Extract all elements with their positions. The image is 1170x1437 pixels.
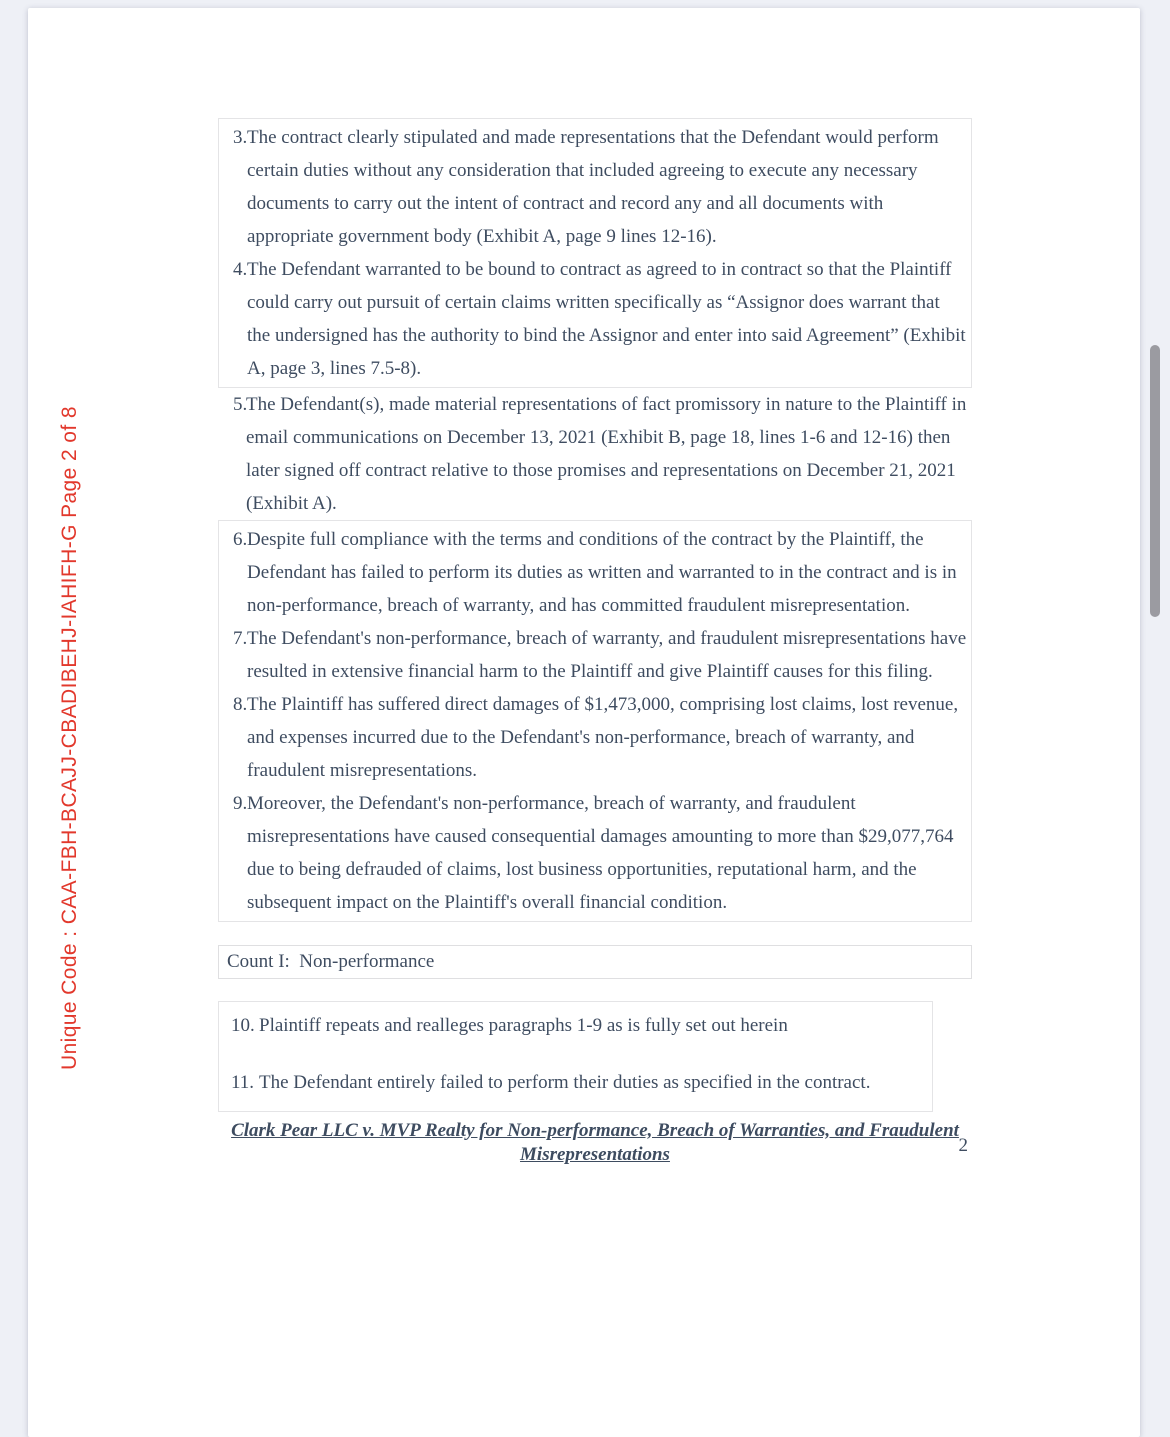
paragraph-number: 10. [231, 1015, 255, 1036]
paragraph-text: The Defendant warranted to be bound to contract as agreed to in contract so that the Plaintiff could carry out pursuit of certain claims written specifically as “Assignor does warrant that the undersigned has the authority to bind the Assignor and enter into said Agreement” (Exhibit A, page 3, lines 7.5-8). [247, 259, 966, 379]
paragraph-text: The Defendant(s), made material representations of fact promissory in nature to the Plaintiff in email communications on December 13, 2021 (Exhibit B, page 18, lines 1-6 and 12-16) then later signed off contract relative to those promises and representations on December 21, 2021 (Exhibit A). [246, 394, 967, 514]
form-field-box-paragraphs-10-11 [218, 1001, 933, 1112]
paragraph-text: The contract clearly stipulated and made representations that the Defendant would perform certain duties without any consideration that included agreeing to execute any necessary documents to carry out the intent of contract and record any and all documents with appropriate government body (Exhibit A, page 9 lines 12-16). [247, 127, 939, 247]
paragraph-number: 3. [233, 127, 248, 148]
paragraph-text: The Plaintiff has suffered direct damages of $1,473,000, comprising lost claims, lost revenue, and expenses incurred due to the Defendant's non-performance, breach of warranty, and fraudulent misrepresentations. [247, 694, 959, 781]
numbered-paragraph-11 [225, 1066, 926, 1099]
paragraph-text: Despite full compliance with the terms and conditions of the contract by the Plaintiff, the Defendant has failed to perform its duties as written and warranted to in the contract and is in non-performance, breach of warranty, and has committed fraudulent misrepresentation. [247, 529, 957, 616]
paragraph-number: 4. [233, 259, 248, 280]
paragraph-text: The Defendant entirely failed to perform their duties as specified in the contract. [259, 1072, 871, 1093]
numbered-paragraph-10 [225, 1009, 926, 1042]
paragraph-text: Moreover, the Defendant's non-performance, breach of warranty, and fraudulent misrepresentations have caused consequential damages amounting to more than $29,077,764 due to being defrauded of claims, lost business opportunities, reputational harm, and the subsequent impact on the Plaintiff's overall financial condition. [247, 793, 954, 913]
count-heading: Count I: Non-performance [218, 945, 972, 979]
page-footer [218, 1119, 972, 1167]
numbered-paragraph-6 [219, 523, 967, 622]
page-number: 2 [958, 1135, 968, 1156]
case-footer-title: Clark Pear LLC v. MVP Realty for Non-performance, Breach of Warranties, and Fraudulent Misrepresentations [231, 1120, 959, 1165]
numbered-paragraph-7 [219, 622, 967, 688]
numbered-paragraph-4 [219, 253, 967, 385]
paragraph-number: 5. [233, 394, 248, 415]
form-field-box-paragraphs-6-9 [218, 520, 972, 922]
numbered-paragraph-3 [219, 121, 967, 253]
unique-code-label: Unique Code : CAA-FBH-BCAJJ-CBADIBEHJ-IAHIFH-G Page 2 of 8 [58, 406, 81, 1070]
paragraph-number: 11. [231, 1072, 255, 1093]
paragraph-number: 8. [233, 694, 248, 715]
paragraph-text: Plaintiff repeats and realleges paragraphs 1-9 as is fully set out herein [259, 1015, 788, 1036]
numbered-paragraph-8 [219, 688, 967, 787]
form-field-box-paragraphs-3-4 [218, 118, 972, 388]
document-page [28, 8, 1140, 1437]
document-content [218, 118, 972, 1167]
paragraph-number: 9. [233, 793, 248, 814]
paragraph-number: 7. [233, 628, 248, 649]
paragraph-number: 6. [233, 529, 248, 550]
numbered-paragraph-5 [218, 388, 972, 520]
paragraph-text: The Defendant's non-performance, breach of warranty, and fraudulent misrepresentations have resulted in extensive financial harm to the Plaintiff and give Plaintiff causes for this filing. [247, 628, 967, 682]
scrollbar-thumb[interactable] [1150, 345, 1160, 617]
numbered-paragraph-9 [219, 787, 967, 919]
